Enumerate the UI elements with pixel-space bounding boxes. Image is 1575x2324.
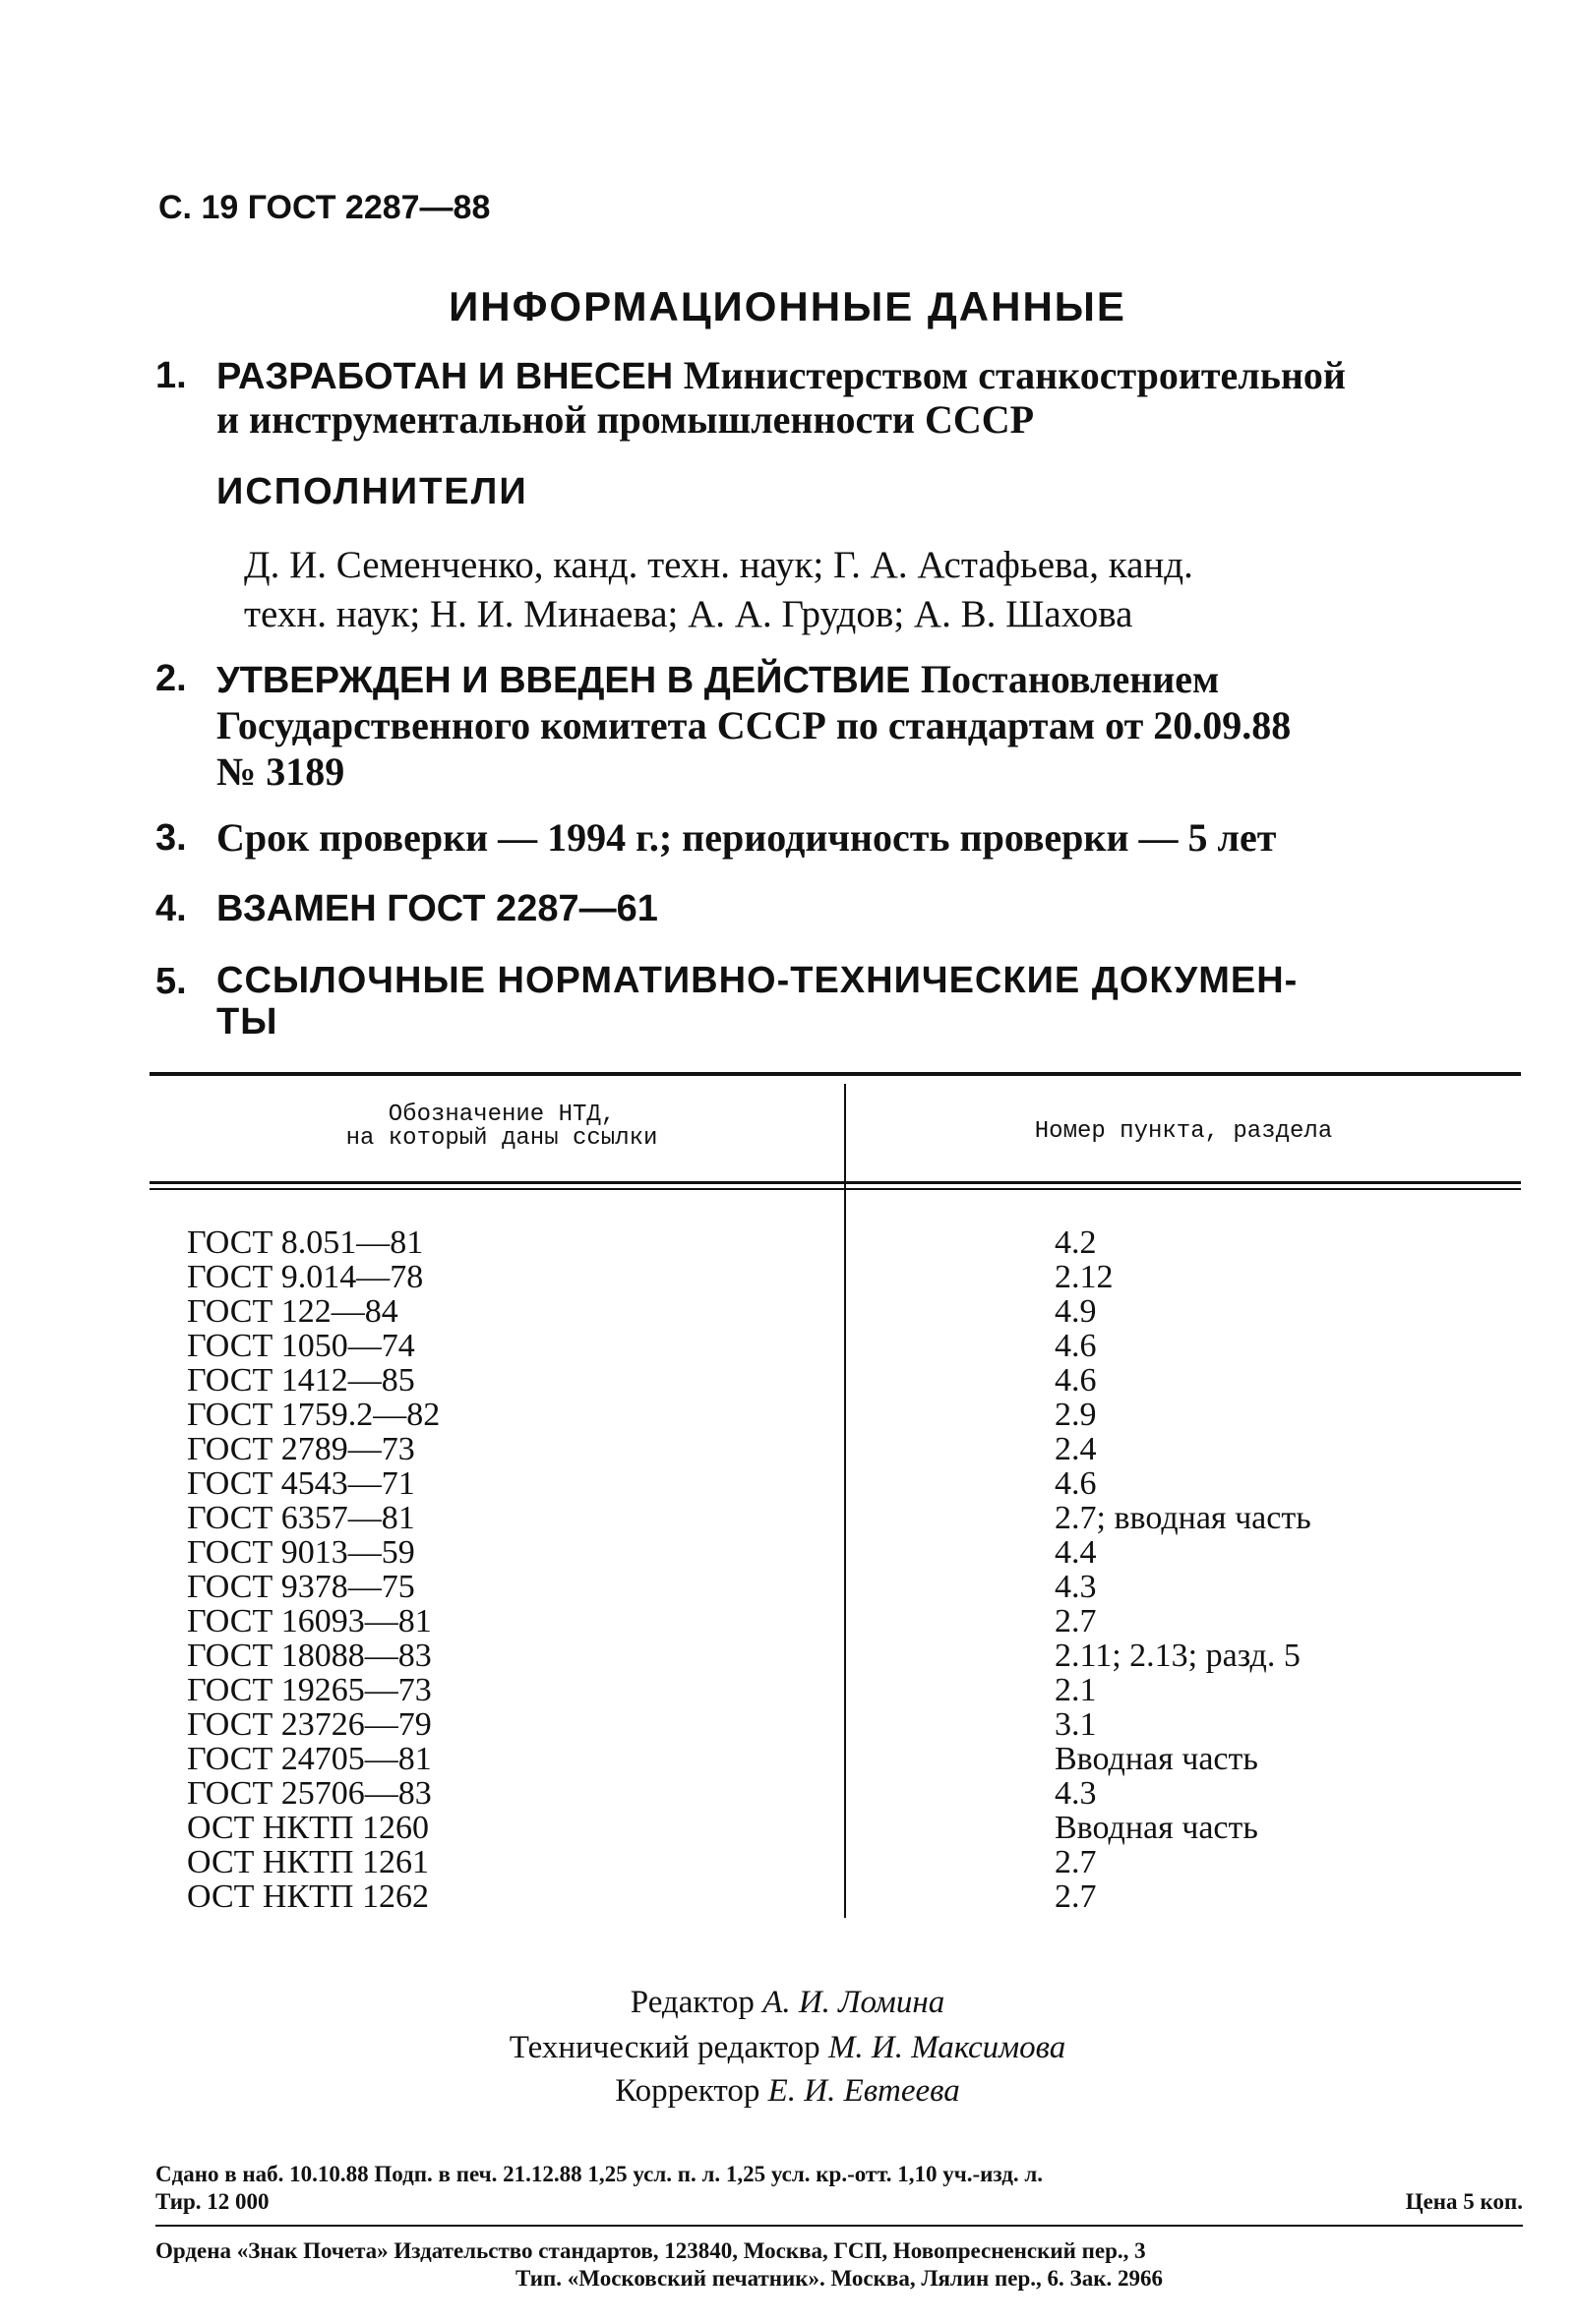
table-cell-document: ГОСТ 9378—75	[187, 1569, 415, 1605]
section-1-text-2: и инструментальной промышленности СССР	[216, 397, 1035, 442]
performers-line-2: техн. наук; Н. И. Минаева; А. А. Грудов; А. В. Шахова	[244, 593, 1133, 635]
column-header-document	[157, 1103, 846, 1151]
section-2-text: Постановлением	[920, 657, 1220, 701]
table-cell-section: Вводная часть	[1055, 1741, 1258, 1777]
table-cell-document: ГОСТ 24705—81	[187, 1741, 432, 1777]
table-cell-document: ГОСТ 1050—74	[187, 1328, 415, 1364]
table-cell-document: ГОСТ 2789—73	[187, 1431, 415, 1467]
imprint-line-4: Тип. «Московский печатник». Москва, Лялин пер., 6. Зак. 2966	[515, 2266, 1163, 2291]
table-cell-document: ОСТ НКТП 1261	[187, 1844, 429, 1880]
section-2-number: 2.	[155, 658, 187, 699]
table-cell-document: ГОСТ 1412—85	[187, 1362, 415, 1399]
table-header-rule	[150, 1181, 1521, 1184]
credit-tech-editor	[0, 2030, 1575, 2066]
section-3-text: Срок проверки — 1994 г.; периодичность проверки — 5 лет	[216, 815, 1277, 860]
table-row	[187, 1879, 1466, 1914]
table-row	[187, 1260, 1466, 1294]
table-cell-section: 4.3	[1055, 1569, 1097, 1605]
section-1-number: 1.	[155, 355, 187, 396]
section-2-text-2: Государственного комитета СССР по стандартам от 20.09.88	[216, 703, 1292, 747]
table-row	[187, 1604, 1466, 1639]
performers-heading: ИСПОЛНИТЕЛИ	[216, 471, 528, 512]
table-row	[187, 1673, 1466, 1707]
table-cell-document: ГОСТ 6357—81	[187, 1500, 415, 1536]
table-cell-document: ГОСТ 9013—59	[187, 1534, 415, 1571]
section-2-text-3: № 3189	[216, 749, 345, 794]
table-cell-section: 2.12	[1055, 1259, 1114, 1295]
table-cell-document: ГОСТ 9.014—78	[187, 1259, 424, 1295]
credit-tech-name: М. И. Максимова	[827, 2030, 1066, 2065]
table-cell-section: Вводная часть	[1055, 1810, 1258, 1846]
section-3-number: 3.	[155, 817, 187, 859]
table-row	[187, 1742, 1466, 1776]
table-row	[187, 1225, 1466, 1260]
table-cell-document: ГОСТ 8.051—81	[187, 1224, 424, 1261]
table-row	[187, 1432, 1466, 1466]
imprint-line-1: Сдано в наб. 10.10.88 Подп. в печ. 21.12.88 1,25 усл. п. л. 1,25 усл. кр.-отт. 1,10 уч.-изд. л.	[155, 2162, 1044, 2186]
table-cell-document: ГОСТ 16093—81	[187, 1603, 432, 1639]
table-cell-section: 4.6	[1055, 1465, 1097, 1502]
table-row	[187, 1707, 1466, 1742]
performers-list	[244, 541, 1535, 639]
section-4-text: ВЗАМЕН ГОСТ 2287—61	[216, 888, 658, 929]
table-row	[187, 1811, 1466, 1845]
table-cell-document: ОСТ НКТП 1262	[187, 1878, 429, 1915]
credit-corrector-role: Корректор	[615, 2073, 760, 2109]
table-cell-document: ГОСТ 25706—83	[187, 1775, 432, 1812]
credit-editor-name: А. И. Ломина	[762, 1985, 945, 2020]
column-header-document-line-1: Обозначение НТД,	[388, 1102, 616, 1128]
credit-editor-role: Редактор	[630, 1985, 755, 2020]
section-5-number: 5.	[155, 961, 187, 1002]
table-header-rule-2	[150, 1188, 1521, 1190]
table-cell-section: 2.9	[1055, 1397, 1097, 1433]
table-row	[187, 1570, 1466, 1604]
table-row	[187, 1329, 1466, 1363]
section-5-text-2: ТЫ	[216, 1001, 278, 1043]
imprint-price: Цена 5 коп.	[1405, 2189, 1523, 2214]
credit-corrector-name: Е. И. Евтеева	[767, 2073, 960, 2109]
table-cell-section: 2.7; вводная часть	[1055, 1500, 1311, 1536]
table-cell-document: ГОСТ 23726—79	[187, 1706, 432, 1743]
table-row	[187, 1466, 1466, 1501]
imprint-tirage: Тир. 12 000	[155, 2189, 270, 2214]
table-cell-section: 2.1	[1055, 1672, 1097, 1708]
table-cell-section: 4.2	[1055, 1224, 1097, 1261]
table-cell-section: 2.7	[1055, 1878, 1097, 1915]
table-row	[187, 1535, 1466, 1570]
section-5-text: ССЫЛОЧНЫЕ НОРМАТИВНО-ТЕХНИЧЕСКИЕ ДОКУМЕН-	[216, 960, 1299, 1001]
table-row	[187, 1501, 1466, 1535]
section-1-lead: РАЗРАБОТАН И ВНЕСЕН	[216, 356, 674, 397]
credit-editor	[0, 1985, 1575, 2021]
table-row	[187, 1363, 1466, 1398]
table-row	[187, 1845, 1466, 1879]
table-row	[187, 1776, 1466, 1811]
table-cell-section: 4.9	[1055, 1293, 1097, 1330]
imprint-rule	[155, 2225, 1523, 2227]
table-row	[187, 1294, 1466, 1329]
table-cell-document: ГОСТ 1759.2—82	[187, 1397, 441, 1433]
performers-line-1: Д. И. Семенченко, канд. техн. наук; Г. А. Астафьева, канд.	[244, 544, 1193, 586]
table-cell-document: ГОСТ 4543—71	[187, 1465, 415, 1502]
table-cell-section: 2.4	[1055, 1431, 1097, 1467]
table-cell-section: 4.3	[1055, 1775, 1097, 1812]
section-1-text: Министерством станкостроительной	[683, 353, 1346, 397]
page-header: С. 19 ГОСТ 2287—88	[158, 189, 491, 226]
table-cell-section: 2.7	[1055, 1844, 1097, 1880]
table-cell-section: 4.4	[1055, 1534, 1097, 1571]
table-cell-document: ГОСТ 122—84	[187, 1293, 398, 1330]
table-cell-section: 4.6	[1055, 1362, 1097, 1399]
table-cell-document: ГОСТ 18088—83	[187, 1638, 432, 1674]
page-title: ИНФОРМАЦИОННЫЕ ДАННЫЕ	[449, 283, 1126, 329]
credit-tech-role: Технический редактор	[509, 2030, 820, 2065]
table-top-rule	[150, 1072, 1521, 1076]
imprint-line-3: Ордена «Знак Почета» Издательство стандартов, 123840, Москва, ГСП, Новопресненский пер., 3	[155, 2238, 1146, 2263]
table-cell-section: 2.11; 2.13; разд. 5	[1055, 1638, 1301, 1674]
table-cell-section: 3.1	[1055, 1706, 1097, 1743]
table-row	[187, 1639, 1466, 1673]
credit-corrector	[0, 2073, 1575, 2110]
column-header-section: Номер пункта, раздела	[1034, 1118, 1333, 1145]
table-cell-section: 4.6	[1055, 1328, 1097, 1364]
table-cell-document: ОСТ НКТП 1260	[187, 1810, 429, 1846]
table-cell-section: 2.7	[1055, 1603, 1097, 1639]
section-4-number: 4.	[155, 888, 187, 929]
section-2-lead: УТВЕРЖДЕН И ВВЕДЕН В ДЕЙСТВИЕ	[216, 660, 911, 701]
table-cell-document: ГОСТ 19265—73	[187, 1672, 432, 1708]
table-row	[187, 1398, 1466, 1432]
column-header-document-line-2: на который даны ссылки	[345, 1125, 658, 1152]
